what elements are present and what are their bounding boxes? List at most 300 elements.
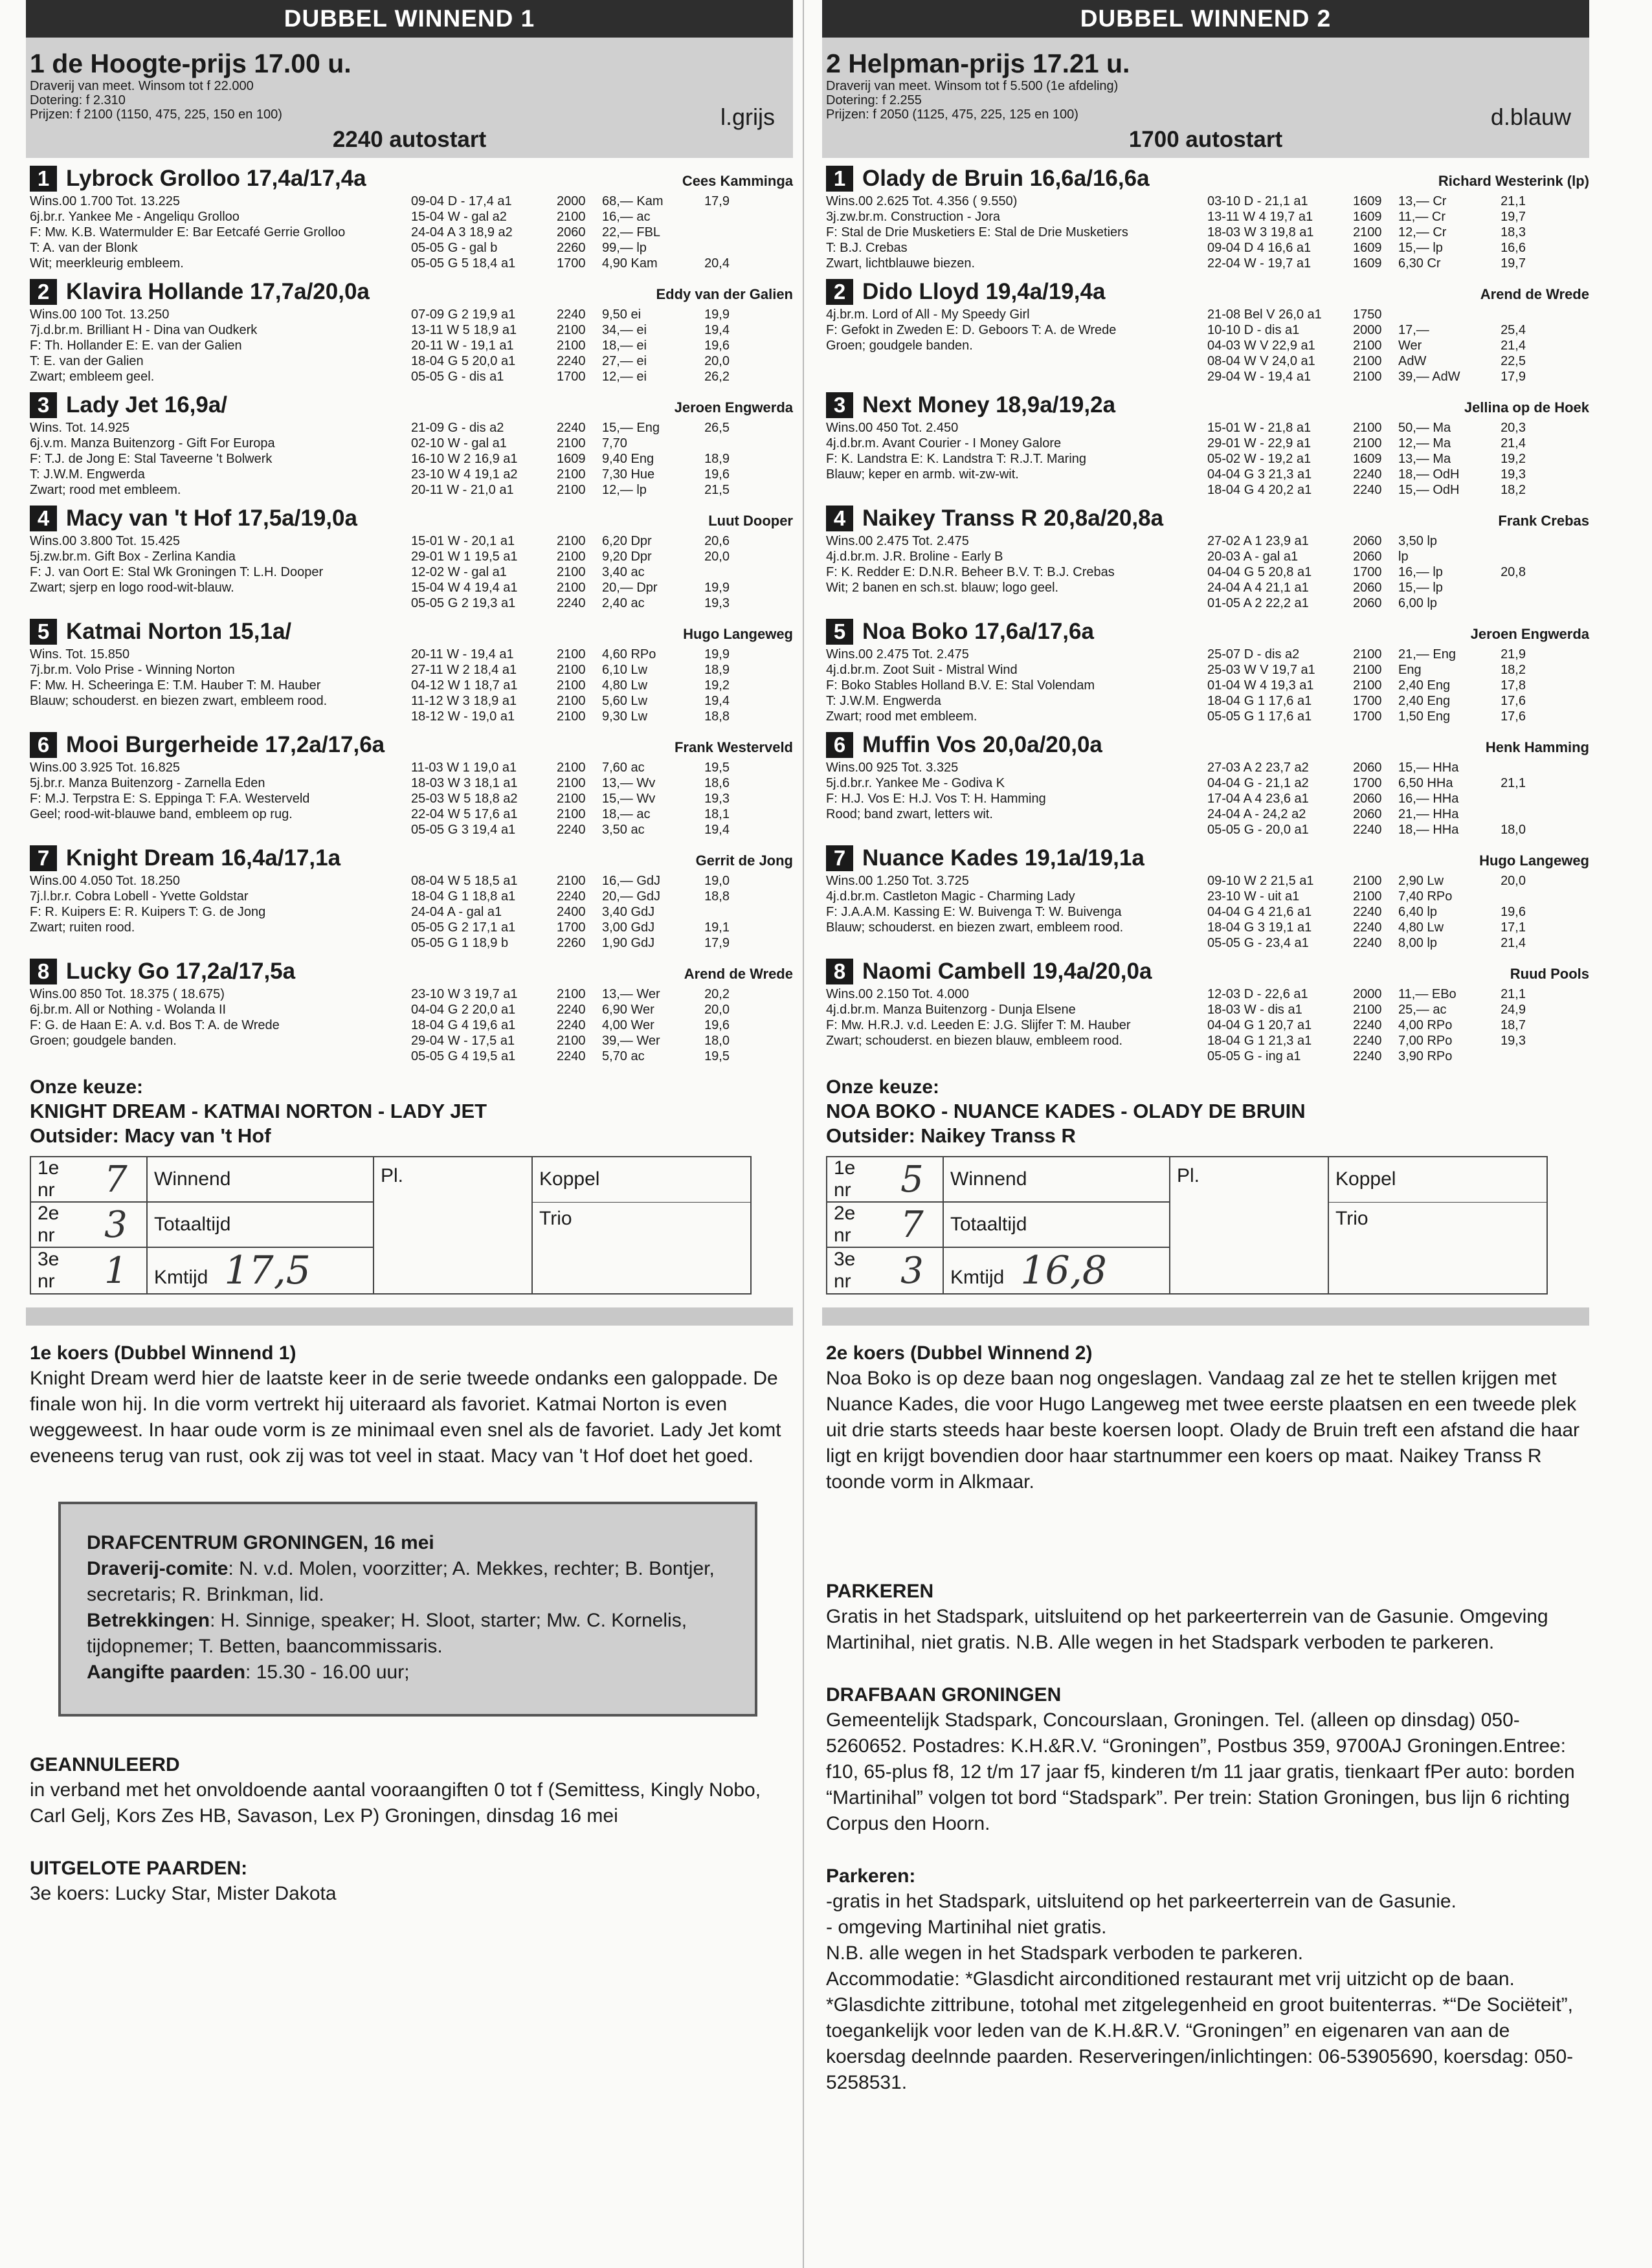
perf-date-result: 04-04 G 5 20,8 a1	[1207, 565, 1312, 579]
perf-km-time	[1490, 806, 1528, 822]
performance-row	[1205, 369, 1528, 384]
horse-name: Muffin Vos 20,0a/20,0a	[862, 732, 1102, 757]
horse-info-line: F: K. Redder E: D.N.R. Beheer B.V. T: B.J. Crebas	[826, 565, 1115, 579]
perf-km-time: 20,2	[704, 987, 730, 1001]
info-box-title: DRAFCENTRUM GRONINGEN, 16 mei	[87, 1532, 434, 1553]
perf-km-time	[1490, 595, 1528, 611]
performance-row	[408, 353, 732, 369]
perf-km-time: 21,4	[1501, 936, 1526, 950]
horse-performances	[1205, 760, 1528, 838]
perf-km-time	[1490, 760, 1528, 775]
perf-date-result: 04-04 G 4 21,6 a1	[1207, 905, 1312, 919]
horse-performances	[1205, 873, 1528, 951]
perf-odds-driver: 18,— HHa	[1398, 823, 1459, 837]
horse-performances	[1205, 194, 1528, 271]
perf-date-result: 24-04 A 4 21,1 a1	[1207, 581, 1309, 595]
perf-date-result: 04-12 W 1 18,7 a1	[411, 678, 518, 693]
performance-row	[408, 307, 732, 322]
horse-info-line: Groen; goudgele banden.	[30, 1034, 177, 1048]
perf-km-time: 20,4	[704, 256, 730, 271]
info-aangifte-text: : 15.30 - 16.00 uur;	[245, 1662, 410, 1683]
perf-date-result: 05-05 G - gal b	[411, 241, 498, 255]
perf-date-result: 18-04 G 3 19,1 a1	[1207, 920, 1312, 935]
horse-name: Lybrock Grolloo 17,4a/17,4a	[66, 166, 366, 191]
our-choice-label: Onze keuze:	[826, 1076, 940, 1098]
horse-info-line: Wins.00 1.700 Tot. 13.225	[30, 194, 181, 208]
horse-info-line: F: Stal de Drie Musketiers E: Stal de Drie Musketiers	[826, 225, 1128, 239]
horse-body	[826, 760, 1589, 838]
performance-row	[1205, 595, 1528, 611]
race-start: 1700 autostart	[1128, 127, 1283, 152]
horse-body	[826, 420, 1589, 498]
performance-row	[408, 194, 732, 209]
perf-distance: 2100	[557, 987, 586, 1001]
perf-distance: 2100	[557, 467, 586, 482]
horse-performances	[1205, 533, 1528, 611]
perf-date-result: 27-11 W 2 18,4 a1	[411, 663, 517, 677]
horse-info-line: Wins.00 100 Tot. 13.250	[30, 307, 170, 322]
performance-row	[408, 1033, 732, 1049]
horse-number: 2	[30, 279, 57, 305]
horse-driver: Gerrit de Jong	[695, 852, 793, 869]
perf-km-time: 26,2	[704, 370, 730, 384]
parkeren-line-2: - omgeving Martinihal niet gratis.	[826, 1917, 1107, 1938]
info-box	[58, 1502, 757, 1717]
perf-distance: 2240	[557, 354, 586, 368]
horse-number: 5	[30, 619, 57, 645]
perf-odds-driver: 15,— lp	[1398, 241, 1443, 255]
horse-info-line: T: E. van der Galien	[30, 354, 144, 368]
horse-info-line: Zwart; embleem geel.	[30, 370, 155, 384]
perf-date-result: 05-05 G - dis a1	[411, 370, 504, 384]
perf-date-result: 20-11 W - 19,1 a1	[411, 339, 514, 353]
perf-km-time: 19,1	[704, 920, 730, 935]
perf-date-result: 16-10 W 2 16,9 a1	[411, 452, 518, 466]
perf-date-result: 21-09 G - dis a2	[411, 421, 504, 435]
horse-info	[30, 307, 408, 384]
handwritten-number-2: 7	[900, 1203, 924, 1246]
perf-odds-driver: 6,40 lp	[1398, 905, 1438, 919]
perf-km-time: 17,1	[1501, 920, 1526, 935]
perf-distance: 2000	[557, 194, 586, 208]
horse-name: Noa Boko 17,6a/17,6a	[862, 619, 1094, 644]
race-comment-text: Knight Dream werd hier de laatste keer in de serie tweede ondanks een galoppade. De finale won hij. In die vorm vertrekt hij uiteraard als favoriet. Katmai Norton is even weggeweest. In haar oude vorm is ze minimaal even snel als de favoriet. Lady Jet komt eveneens terug van rust, ook zij was tot veel in staat. Macy van 't Hof doet het goed.	[30, 1368, 781, 1467]
race-prizes: Prijzen: f 2100 (1150, 475, 225, 150 en 100)	[30, 107, 282, 122]
horse-title	[30, 843, 793, 873]
perf-date-result: 18-12 W - 19,0 a1	[411, 709, 515, 724]
horse-info	[30, 194, 408, 271]
perf-distance: 2100	[1353, 647, 1382, 662]
horse-number: 4	[826, 506, 853, 531]
perf-date-result: 05-02 W - 19,2 a1	[1207, 452, 1312, 466]
horse-info	[30, 647, 408, 724]
perf-date-result: 18-04 G 1 18,8 a1	[411, 889, 516, 904]
horse-body	[30, 307, 793, 384]
perf-km-time: 20,0	[704, 1003, 730, 1017]
perf-km-time: 21,4	[1501, 339, 1526, 353]
perf-odds-driver: 2,40 Eng	[1398, 678, 1451, 693]
perf-km-time: 21,4	[1501, 436, 1526, 450]
perf-km-time: 19,6	[1501, 905, 1526, 919]
horse-info-line: Wins.00 4.050 Tot. 18.250	[30, 874, 181, 888]
performance-row	[1205, 709, 1528, 724]
perf-odds-driver: AdW	[1398, 354, 1427, 368]
race-header	[26, 38, 793, 158]
column-dubbel-winnend-1	[26, 0, 793, 1907]
horse-name: Katmai Norton 15,1a/	[66, 619, 292, 644]
performance-row	[408, 647, 732, 662]
perf-distance: 2260	[557, 241, 586, 255]
horse-body	[826, 986, 1589, 1064]
horse-title	[826, 277, 1589, 307]
performance-row	[1205, 873, 1528, 889]
perf-date-result: 18-03 W 3 18,1 a1	[411, 776, 518, 790]
perf-km-time: 18,0	[704, 1034, 730, 1048]
perf-distance: 1700	[557, 920, 586, 935]
horse-info-line: Wins.00 3.925 Tot. 16.825	[30, 761, 181, 775]
race-banner: DUBBEL WINNEND 2	[822, 0, 1589, 38]
perf-odds-driver: 27,— ei	[602, 354, 647, 368]
horse-info-line: F: K. Landstra E: K. Landstra T: R.J.T. Maring	[826, 452, 1087, 466]
horse-info-line: Wit; 2 banen en sch.st. blauw; logo geel.	[826, 581, 1059, 595]
perf-km-time: 19,3	[1501, 467, 1526, 482]
perf-distance: 2000	[1353, 987, 1382, 1001]
perf-odds-driver: 6,20 Dpr	[602, 534, 652, 548]
performance-row	[408, 986, 732, 1002]
perf-distance: 2100	[557, 647, 586, 662]
performance-row	[408, 791, 732, 806]
perf-odds-driver: 22,— FBL	[602, 225, 661, 239]
horse-body	[826, 647, 1589, 724]
perf-km-time: 25,4	[1501, 323, 1526, 337]
horse-info-line: 6j.br.r. Yankee Me - Angeliqu Grolloo	[30, 210, 240, 224]
perf-km-time: 19,6	[704, 1018, 730, 1032]
geannuleerd-title: GEANNULEERD	[30, 1754, 180, 1775]
perf-distance: 1700	[1353, 776, 1382, 790]
handwritten-number-1: 5	[900, 1158, 924, 1201]
horse-driver: Frank Crebas	[1498, 513, 1589, 529]
perf-distance: 1700	[1353, 709, 1382, 724]
horse-performances	[408, 194, 732, 271]
perf-odds-driver: 3,90 RPo	[1398, 1049, 1453, 1063]
performance-row	[1205, 533, 1528, 549]
perf-distance: 1750	[1353, 307, 1382, 322]
our-choice-horses: NOA BOKO - NUANCE KADES - OLADY DE BRUIN	[826, 1100, 1306, 1122]
horse-info-line: Wins.00 2.150 Tot. 4.000	[826, 987, 969, 1001]
horse-info-line: 6j.v.m. Manza Buitenzorg - Gift For Europa	[30, 436, 275, 450]
koppel-label: Koppel	[532, 1157, 751, 1202]
perf-distance: 2100	[557, 792, 586, 806]
perf-date-result: 04-03 W V 22,9 a1	[1207, 339, 1315, 353]
perf-date-result: 05-05 G 3 19,4 a1	[411, 823, 516, 837]
handwritten-3	[882, 1247, 943, 1294]
race-comment	[822, 1341, 1589, 1495]
horse-performances	[408, 760, 732, 838]
our-choice-label: Onze keuze:	[30, 1076, 144, 1098]
performance-row	[1205, 693, 1528, 709]
performance-row	[408, 595, 732, 611]
horse-number: 4	[30, 506, 57, 531]
horse-title	[30, 504, 793, 533]
horse-info	[30, 760, 408, 838]
performance-row	[1205, 580, 1528, 595]
perf-km-time: 19,3	[1501, 1034, 1526, 1048]
perf-distance: 2100	[557, 339, 586, 353]
performance-row	[408, 873, 732, 889]
race-comment	[26, 1341, 793, 1469]
parkeren-section	[822, 1579, 1589, 1656]
performance-row	[1205, 209, 1528, 225]
horse-info	[30, 420, 408, 498]
perf-date-result: 18-03 W - dis a1	[1207, 1003, 1302, 1017]
perf-date-result: 18-04 G 4 20,2 a1	[1207, 483, 1312, 497]
horse-title	[826, 957, 1589, 986]
kmtijd-cell	[943, 1247, 1170, 1294]
performance-row	[1205, 322, 1528, 338]
drafbaan-text: Gemeentelijk Stadspark, Concourslaan, Groningen. Tel. (alleen op dinsdag) 050-5260652. Postadres: K.H.&R.V. “Groningen”, Postbus 359, 9700AJ Groningen.Entree: f10, 65-plus f8, 12 t/m 17 jaar f5, kinderen t/m 11 jaar gratis, tienkaart fPer auto: borden “Martinihal” volgen tot bord “Stadspark”. Per trein: Station Groningen, bus lijn 6 richting Corpus den Hoorn.	[826, 1709, 1575, 1834]
perf-odds-driver: 20,— GdJ	[602, 889, 661, 904]
perf-km-time: 18,8	[704, 709, 730, 724]
race-comment-title: 2e koers (Dubbel Winnend 2)	[826, 1342, 1093, 1364]
perf-odds-driver: 6,00 lp	[1398, 596, 1438, 610]
horse-number: 3	[826, 392, 853, 418]
horse-driver: Arend de Wrede	[684, 966, 793, 982]
perf-odds-driver: 15,— OdH	[1398, 483, 1460, 497]
horse-driver: Jellina op de Hoek	[1464, 399, 1589, 416]
horse-title	[30, 617, 793, 647]
horse-list	[26, 164, 793, 1064]
perf-distance: 1700	[557, 370, 586, 384]
horse-info-line: Zwart; ruiten rood.	[30, 920, 135, 935]
handwritten-2	[882, 1202, 943, 1247]
race-dotering: Dotering: f 2.255	[826, 93, 922, 107]
perf-km-time: 20,0	[704, 550, 730, 564]
perf-date-result: 18-04 G 5 20,0 a1	[411, 354, 516, 368]
horse-info-line: 5j.zw.br.m. Gift Box - Zerlina Kandia	[30, 550, 236, 564]
perf-km-time	[1490, 549, 1528, 564]
perf-distance: 2100	[557, 483, 586, 497]
race-color: d.blauw	[1490, 104, 1571, 130]
perf-date-result: 13-11 W 5 18,9 a1	[411, 323, 517, 337]
horse-driver: Eddy van der Galien	[656, 286, 793, 302]
performance-row	[1205, 889, 1528, 904]
horse-entry	[26, 843, 793, 951]
perf-distance: 2060	[1353, 596, 1382, 610]
horse-info-line: T: A. van der Blonk	[30, 241, 138, 255]
horse-entry	[822, 730, 1589, 838]
horse-info-line: Blauw; keper en armb. wit-zw-wit.	[826, 467, 1019, 482]
horse-driver: Hugo Langeweg	[683, 626, 793, 642]
handwritten-kmtijd: 17,5	[224, 1248, 311, 1293]
horse-info-line: Rood; band zwart, letters wit.	[826, 807, 993, 821]
horse-performances	[1205, 307, 1528, 384]
winnend-label: Winnend	[147, 1157, 374, 1202]
perf-km-time	[1490, 307, 1528, 322]
divider-bar	[822, 1307, 1589, 1326]
uitgeloot-title: UITGELOTE PAARDEN:	[30, 1858, 248, 1879]
horse-info-line: 3j.zw.br.m. Construction - Jora	[826, 210, 1000, 224]
row-label-2: 2e nr	[827, 1202, 882, 1247]
perf-distance: 2100	[557, 709, 586, 724]
performance-row	[408, 533, 732, 549]
geannuleerd-text: in verband met het onvoldoende aantal vooraangiften 0 tot f (Semittess, Kingly Nobo, Carl Gelj, Kors Zes HB, Savason, Lex P) Groningen, dinsdag 16 mei	[30, 1779, 761, 1827]
perf-km-time: 17,6	[1501, 694, 1526, 708]
race-banner: DUBBEL WINNEND 1	[26, 0, 793, 38]
prediction-form	[30, 1156, 752, 1295]
perf-distance: 2240	[1353, 905, 1382, 919]
perf-date-result: 23-10 W 4 19,1 a2	[411, 467, 518, 482]
perf-odds-driver: 2,90 Lw	[1398, 874, 1444, 888]
horse-title	[30, 164, 793, 194]
info-comite	[87, 1556, 729, 1608]
perf-distance: 2000	[1353, 323, 1382, 337]
performance-row	[1205, 436, 1528, 451]
perf-distance: 2100	[557, 1034, 586, 1048]
perf-date-result: 09-04 D - 17,4 a1	[411, 194, 512, 208]
perf-date-result: 01-05 A 2 22,2 a1	[1207, 596, 1309, 610]
perf-date-result: 25-03 W V 19,7 a1	[1207, 663, 1315, 677]
perf-km-time: 19,5	[704, 761, 730, 775]
horse-info-line: Blauw; schouderst. en biezen zwart, embleem rood.	[30, 694, 328, 708]
perf-km-time: 18,3	[1501, 225, 1526, 239]
column-separator	[803, 0, 804, 2268]
perf-distance: 2060	[1353, 761, 1382, 775]
horse-entry	[822, 957, 1589, 1064]
race-title: 1 de Hoogte-prijs 17.00 u.	[30, 49, 352, 78]
perf-distance: 1609	[1353, 194, 1382, 208]
perf-date-result: 17-04 A 4 23,6 a1	[1207, 792, 1309, 806]
perf-km-time: 19,7	[1501, 256, 1526, 271]
perf-date-result: 05-05 G 4 19,5 a1	[411, 1049, 516, 1063]
perf-distance: 2100	[1353, 421, 1382, 435]
perf-date-result: 24-04 A - gal a1	[411, 905, 502, 919]
horse-info-line: T: J.W.M. Engwerda	[30, 467, 145, 482]
our-choice	[822, 1076, 1589, 1148]
kmtijd-label: Kmtijd	[950, 1267, 1005, 1288]
horse-body	[30, 533, 793, 611]
perf-distance: 2060	[1353, 792, 1382, 806]
performance-row	[408, 240, 732, 256]
performance-row	[408, 549, 732, 564]
performance-row	[1205, 240, 1528, 256]
perf-km-time: 18,9	[704, 663, 730, 677]
perf-km-time: 18,8	[704, 889, 730, 904]
horse-info-line: Groen; goudgele banden.	[826, 339, 973, 353]
perf-km-time: 19,5	[704, 1049, 730, 1063]
perf-date-result: 23-10 W 3 19,7 a1	[411, 987, 518, 1001]
performance-row	[408, 775, 732, 791]
perf-km-time	[1490, 791, 1528, 806]
horse-number: 7	[826, 845, 853, 871]
horse-info-line: F: G. de Haan E: A. v.d. Bos T: A. de Wrede	[30, 1018, 280, 1032]
row-label-3: 3e nr	[30, 1247, 85, 1294]
performance-row	[1205, 1033, 1528, 1049]
perf-odds-driver: 16,— GdJ	[602, 874, 661, 888]
race-start: 2240 autostart	[332, 127, 487, 152]
horse-name: Macy van 't Hof 17,5a/19,0a	[66, 506, 357, 531]
perf-odds-driver: 20,— Dpr	[602, 581, 658, 595]
perf-odds-driver: 3,50 ac	[602, 823, 645, 837]
perf-distance: 2400	[557, 905, 586, 919]
perf-date-result: 04-04 G - 21,1 a2	[1207, 776, 1309, 790]
perf-odds-driver: 15,— HHa	[1398, 761, 1459, 775]
performance-row	[408, 1002, 732, 1017]
perf-date-result: 05-05 G 2 17,1 a1	[411, 920, 516, 935]
performance-row	[1205, 451, 1528, 467]
perf-odds-driver: 18,— ei	[602, 339, 647, 353]
horse-title	[826, 843, 1589, 873]
perf-distance: 2100	[557, 565, 586, 579]
performance-row	[408, 889, 732, 904]
performance-row	[408, 760, 732, 775]
perf-odds-driver: 9,20 Dpr	[602, 550, 652, 564]
handwritten-number-1: 7	[104, 1158, 128, 1201]
perf-km-time: 19,3	[704, 596, 730, 610]
horse-number: 6	[30, 732, 57, 758]
horse-body	[826, 873, 1589, 951]
perf-km-time: 19,4	[704, 694, 730, 708]
horse-info	[826, 760, 1205, 838]
perf-km-time	[693, 564, 732, 580]
perf-date-result: 29-01 W 1 19,5 a1	[411, 550, 518, 564]
uitgeloot-section	[26, 1856, 793, 1907]
performance-row	[408, 338, 732, 353]
handwritten-number-3: 3	[900, 1249, 924, 1292]
perf-date-result: 05-05 G - ing a1	[1207, 1049, 1301, 1063]
horse-performances	[1205, 986, 1528, 1064]
perf-odds-driver: 7,60 ac	[602, 761, 645, 775]
performance-row	[408, 225, 732, 240]
horse-info-line: Zwart; schouderst. en biezen blauw, embleem rood.	[826, 1034, 1123, 1048]
perf-date-result: 04-04 G 3 21,3 a1	[1207, 467, 1312, 482]
horse-body	[30, 420, 793, 498]
perf-km-time: 17,9	[704, 936, 730, 950]
perf-odds-driver: 21,— Eng	[1398, 647, 1456, 662]
perf-km-time: 21,5	[704, 483, 730, 497]
row-label-1: 1e nr	[827, 1157, 882, 1202]
perf-odds-driver: 2,40 ac	[602, 596, 645, 610]
horse-entry	[822, 390, 1589, 498]
perf-km-time: 19,2	[704, 678, 730, 693]
performance-row	[1205, 338, 1528, 353]
perf-km-time: 17,9	[704, 194, 730, 208]
perf-km-time	[693, 436, 732, 451]
horse-driver: Luut Dooper	[708, 513, 793, 529]
perf-date-result: 29-04 W - 19,4 a1	[1207, 370, 1312, 384]
perf-date-result: 08-04 W V 24,0 a1	[1207, 354, 1315, 368]
performance-row	[1205, 420, 1528, 436]
perf-odds-driver: 7,70	[602, 436, 627, 450]
horse-info-line: T: J.W.M. Engwerda	[826, 694, 941, 708]
perf-odds-driver: 4,00 Wer	[602, 1018, 654, 1032]
horse-driver: Richard Westerink (lp)	[1438, 173, 1589, 189]
horse-info	[30, 986, 408, 1064]
info-aangifte-label: Aangifte paarden	[87, 1662, 246, 1683]
performance-row	[1205, 307, 1528, 322]
info-betrekkingen-text: : H. Sinnige, speaker; H. Sloot, starter; Mw. C. Kornelis, tijdopnemer; T. Betten, baancommissaris.	[87, 1610, 687, 1657]
totaaltijd-label: Totaaltijd	[147, 1202, 374, 1247]
horse-info-line: F: Th. Hollander E: E. van der Galien	[30, 339, 242, 353]
perf-distance: 2100	[1353, 436, 1382, 450]
perf-odds-driver: 1,90 GdJ	[602, 936, 655, 950]
horse-performances	[1205, 420, 1528, 498]
perf-date-result: 20-11 W - 21,0 a1	[411, 483, 514, 497]
perf-date-result: 25-07 D - dis a2	[1207, 647, 1300, 662]
horse-info-line: Zwart; sjerp en logo rood-wit-blauw.	[30, 581, 234, 595]
perf-km-time: 21,1	[1501, 987, 1526, 1001]
koppel-label: Koppel	[1328, 1157, 1547, 1202]
horse-info-line: 4j.d.br.m. Avant Courier - I Money Galore	[826, 436, 1062, 450]
